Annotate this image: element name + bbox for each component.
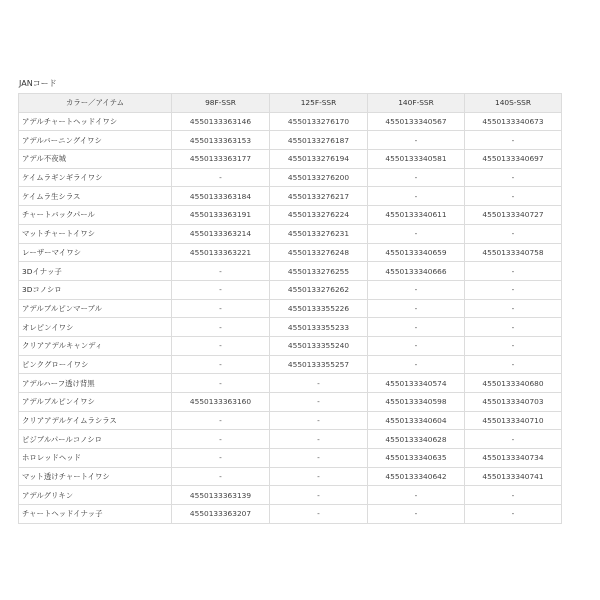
code-125f-ssr-cell: 4550133355233 (270, 318, 368, 337)
table-row (19, 224, 562, 243)
color-name-cell: マットチャートイワシ (19, 224, 172, 243)
color-name-cell: アデルハーフ透け背黒 (19, 374, 172, 393)
table-row (19, 374, 562, 393)
code-140f-ssr-cell: 4550133340598 (368, 393, 465, 412)
code-140s-ssr-cell: 4550133340703 (465, 393, 562, 412)
table-row (19, 299, 562, 318)
table-row (19, 467, 562, 486)
code-140f-ssr-cell: - (368, 280, 465, 299)
table-row (19, 318, 562, 337)
code-140f-ssr-cell: 4550133340659 (368, 243, 465, 262)
column-header-color-item: カラー／アイテム (19, 94, 172, 113)
table-row (19, 393, 562, 412)
code-140f-ssr-cell: 4550133340567 (368, 112, 465, 131)
table-row (19, 430, 562, 449)
code-98f-ssr-cell: 4550133363177 (172, 150, 270, 169)
color-name-cell: アデル不夜城 (19, 150, 172, 169)
code-98f-ssr-cell: - (172, 411, 270, 430)
color-name-cell: レーザーマイワシ (19, 243, 172, 262)
code-98f-ssr-cell: 4550133363153 (172, 131, 270, 150)
color-name-cell: アデルグリキン (19, 486, 172, 505)
code-125f-ssr-cell: - (270, 449, 368, 468)
table-header-row (19, 94, 562, 113)
color-name-cell: 3Dイナッ子 (19, 262, 172, 281)
code-140s-ssr-cell: - (465, 505, 562, 524)
code-140s-ssr-cell: 4550133340734 (465, 449, 562, 468)
code-140s-ssr-cell: 4550133340727 (465, 206, 562, 225)
code-140f-ssr-cell: - (368, 224, 465, 243)
table-row (19, 243, 562, 262)
code-140f-ssr-cell: - (368, 131, 465, 150)
code-140s-ssr-cell: 4550133340673 (465, 112, 562, 131)
color-name-cell: ケイムラ生シラス (19, 187, 172, 206)
code-140s-ssr-cell: 4550133340680 (465, 374, 562, 393)
code-140f-ssr-cell: - (368, 336, 465, 355)
color-name-cell: クリアアデルキャンディ (19, 336, 172, 355)
code-125f-ssr-cell: 4550133276255 (270, 262, 368, 281)
table-row (19, 187, 562, 206)
color-name-cell: チャートバックパール (19, 206, 172, 225)
code-98f-ssr-cell: - (172, 262, 270, 281)
code-98f-ssr-cell: - (172, 318, 270, 337)
code-140s-ssr-cell: - (465, 318, 562, 337)
code-140f-ssr-cell: - (368, 505, 465, 524)
column-header-140s-ssr: 140S-SSR (465, 94, 562, 113)
code-140f-ssr-cell: 4550133340628 (368, 430, 465, 449)
code-140f-ssr-cell: 4550133340581 (368, 150, 465, 169)
code-125f-ssr-cell: 4550133355240 (270, 336, 368, 355)
code-140s-ssr-cell: 4550133340697 (465, 150, 562, 169)
code-140f-ssr-cell: - (368, 168, 465, 187)
code-98f-ssr-cell: - (172, 430, 270, 449)
code-140f-ssr-cell: - (368, 187, 465, 206)
color-name-cell: 3Dコノシロ (19, 280, 172, 299)
table-row (19, 131, 562, 150)
code-98f-ssr-cell: - (172, 355, 270, 374)
code-140s-ssr-cell: - (465, 355, 562, 374)
code-125f-ssr-cell: - (270, 411, 368, 430)
code-98f-ssr-cell: - (172, 336, 270, 355)
table-row (19, 486, 562, 505)
code-140s-ssr-cell: - (465, 224, 562, 243)
code-140s-ssr-cell: 4550133340741 (465, 467, 562, 486)
table-row (19, 411, 562, 430)
code-140s-ssr-cell: - (465, 187, 562, 206)
color-name-cell: ピンクグローイワシ (19, 355, 172, 374)
table-row (19, 280, 562, 299)
color-name-cell: ホロレッドヘッド (19, 449, 172, 468)
code-140s-ssr-cell: - (465, 168, 562, 187)
code-140s-ssr-cell: - (465, 486, 562, 505)
code-140f-ssr-cell: - (368, 318, 465, 337)
color-name-cell: アデルチャートヘッドイワシ (19, 112, 172, 131)
code-140f-ssr-cell: 4550133340604 (368, 411, 465, 430)
code-98f-ssr-cell: 4550133363139 (172, 486, 270, 505)
table-row (19, 336, 562, 355)
code-125f-ssr-cell: 4550133276194 (270, 150, 368, 169)
code-125f-ssr-cell: - (270, 505, 368, 524)
table-row (19, 206, 562, 225)
code-140s-ssr-cell: - (465, 262, 562, 281)
code-98f-ssr-cell: - (172, 449, 270, 468)
table-row (19, 449, 562, 468)
code-98f-ssr-cell: - (172, 299, 270, 318)
code-98f-ssr-cell: 4550133363184 (172, 187, 270, 206)
color-name-cell: チャートヘッドイナッ子 (19, 505, 172, 524)
code-125f-ssr-cell: 4550133276231 (270, 224, 368, 243)
code-98f-ssr-cell: 4550133363214 (172, 224, 270, 243)
code-140f-ssr-cell: - (368, 486, 465, 505)
color-name-cell: マット透けチャートイワシ (19, 467, 172, 486)
code-140f-ssr-cell: 4550133340666 (368, 262, 465, 281)
code-98f-ssr-cell: 4550133363221 (172, 243, 270, 262)
code-98f-ssr-cell: - (172, 374, 270, 393)
code-125f-ssr-cell: - (270, 430, 368, 449)
section-title: JANコード (19, 79, 57, 88)
code-98f-ssr-cell: - (172, 280, 270, 299)
code-140f-ssr-cell: 4550133340635 (368, 449, 465, 468)
code-140s-ssr-cell: - (465, 336, 562, 355)
column-header-125f-ssr: 125F-SSR (270, 94, 368, 113)
code-98f-ssr-cell: 4550133363191 (172, 206, 270, 225)
code-125f-ssr-cell: 4550133355226 (270, 299, 368, 318)
table-row (19, 168, 562, 187)
table-row (19, 505, 562, 524)
code-125f-ssr-cell: - (270, 486, 368, 505)
code-125f-ssr-cell: - (270, 374, 368, 393)
table-row (19, 112, 562, 131)
color-name-cell: ピジブルパールコノシロ (19, 430, 172, 449)
jan-code-table (18, 93, 562, 524)
code-140f-ssr-cell: 4550133340642 (368, 467, 465, 486)
code-140s-ssr-cell: - (465, 280, 562, 299)
code-140f-ssr-cell: 4550133340574 (368, 374, 465, 393)
code-140s-ssr-cell: 4550133340758 (465, 243, 562, 262)
color-name-cell: アデルブルピンマーブル (19, 299, 172, 318)
code-125f-ssr-cell: 4550133355257 (270, 355, 368, 374)
code-125f-ssr-cell: 4550133276187 (270, 131, 368, 150)
color-name-cell: アデルブルピンイワシ (19, 393, 172, 412)
column-header-140f-ssr: 140F-SSR (368, 94, 465, 113)
code-140s-ssr-cell: - (465, 430, 562, 449)
code-98f-ssr-cell: - (172, 168, 270, 187)
code-125f-ssr-cell: 4550133276262 (270, 280, 368, 299)
code-98f-ssr-cell: - (172, 467, 270, 486)
color-name-cell: ケイムラギンギライワシ (19, 168, 172, 187)
color-name-cell: アデルバーニングイワシ (19, 131, 172, 150)
code-140f-ssr-cell: - (368, 355, 465, 374)
code-125f-ssr-cell: 4550133276217 (270, 187, 368, 206)
code-140f-ssr-cell: - (368, 299, 465, 318)
code-98f-ssr-cell: 4550133363160 (172, 393, 270, 412)
code-140s-ssr-cell: 4550133340710 (465, 411, 562, 430)
code-125f-ssr-cell: 4550133276248 (270, 243, 368, 262)
code-140s-ssr-cell: - (465, 131, 562, 150)
column-header-98f-ssr: 98F-SSR (172, 94, 270, 113)
code-125f-ssr-cell: - (270, 393, 368, 412)
code-140s-ssr-cell: - (465, 299, 562, 318)
code-125f-ssr-cell: - (270, 467, 368, 486)
code-125f-ssr-cell: 4550133276200 (270, 168, 368, 187)
table-row (19, 262, 562, 281)
table-row (19, 150, 562, 169)
color-name-cell: オレピンイワシ (19, 318, 172, 337)
code-98f-ssr-cell: 4550133363207 (172, 505, 270, 524)
code-140f-ssr-cell: 4550133340611 (368, 206, 465, 225)
table-row (19, 355, 562, 374)
color-name-cell: クリアアデルケイムラシラス (19, 411, 172, 430)
code-125f-ssr-cell: 4550133276170 (270, 112, 368, 131)
code-98f-ssr-cell: 4550133363146 (172, 112, 270, 131)
code-125f-ssr-cell: 4550133276224 (270, 206, 368, 225)
